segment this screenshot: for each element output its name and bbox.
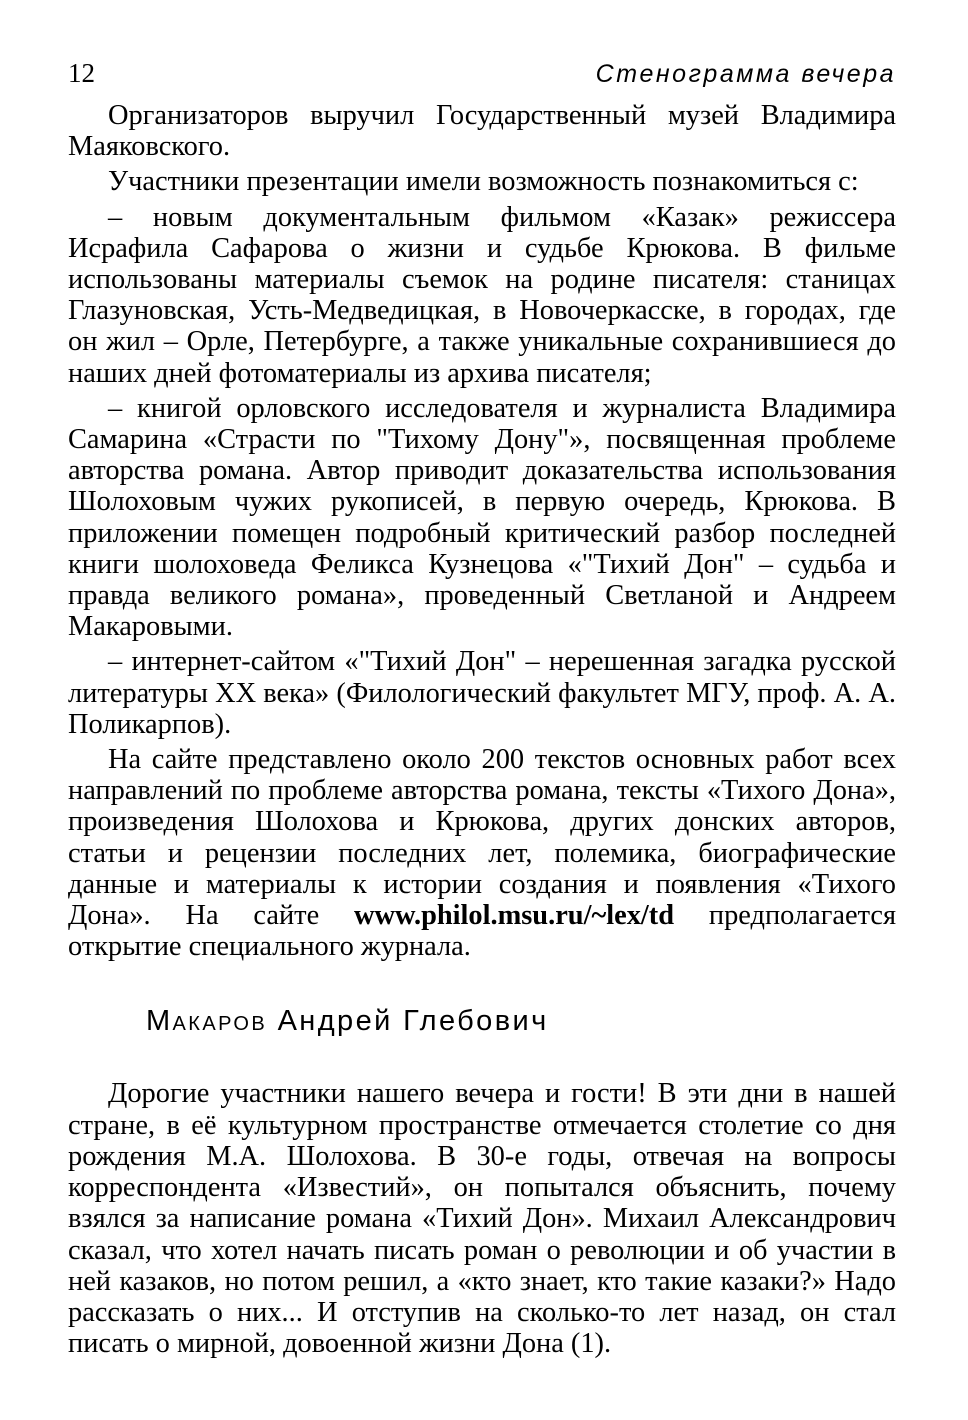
- site-text-after: предполагается открытие специального журнала.: [68, 900, 897, 963]
- running-header: [68, 58, 896, 100]
- paragraph-organizers: Организаторов выручил Государственный музей Владимира Маяковского.: [68, 100, 896, 163]
- paragraph-participants: Участники презентации имели возможность познакомиться с:: [108, 166, 859, 198]
- page-number: 12: [68, 58, 95, 88]
- book-page: [68, 58, 896, 1359]
- paragraph-speech: Дорогие участники нашего вечера и гости! В эти дни в нашей стране, в её культурном пространстве отмечается столетие со дня рождения М.А. Шолохова. В 30-е годы, отвечая на вопросы корреспондента «Известий», он попытался объяснить, почему взялся за написание романа «Тихий Дон». Михаил Александрович сказал, что хотел начать писать роман о революции и об участии в ней казаков, но потом решил, а «кто знает, кто такие казаки?» Надо рассказать о них... И отступив на сколько-то лет назад, он стал писать о мирной, довоенной жизни Дона (1).: [68, 1078, 896, 1360]
- paragraph-book: – книгой орловского исследователя и журналиста Владимира Самарина «Страсти по "Тихому Дону"», посвященная проблеме авторства романа. Автор приводит доказательства использования Шолоховым чужих рукописей, в первую очередь, Крюкова. В приложении помещен подробный критический разбор последней книги шолоховеда Феликса Кузнецова «"Тихий Дон" – судьба и правда великого романа», проведенный Светланой и Андреем Макаровыми.: [68, 392, 896, 643]
- speaker-heading: [146, 1004, 896, 1038]
- paragraph-film: – новым документальным фильмом «Казак» режиссера Исрафила Сафарова о жизни и судьбе Крюкова. В фильме использованы материалы съемок на родине писателя: станицах Глазуновская, Усть-Медведицкая, в Новочеркасске, в городах, где он жил – Орле, Петербурге, а также уникальные сохранившиеся до наших дней фотоматериалы из архива писателя;: [68, 201, 896, 389]
- paragraph-site-contents: [68, 744, 896, 962]
- running-title: Стенограмма вечера: [595, 60, 896, 88]
- site-text-before: На сайте представлено около 200 текстов основных работ всех направлений по проблеме авторства романа, тексты «Тихого Дона», произведения Шолохова и Крюкова, других донских авторов, статьи и рецензии последних лет, полемика, биографические данные и материалы к истории создания и появления «Тихого Дона». На сайте: [68, 744, 896, 932]
- speaker-given-names: Андрей Глебович: [277, 1005, 549, 1038]
- paragraph-website: – интернет-сайтом «"Тихий Дон" – нерешенная загадка русской литературы XX века» (Филологический факультет МГУ, проф. А. А. Поликарпов).: [68, 646, 896, 740]
- site-url: www.philol.msu.ru/~lex/td: [354, 900, 675, 932]
- speaker-surname: Макаров: [146, 1005, 268, 1038]
